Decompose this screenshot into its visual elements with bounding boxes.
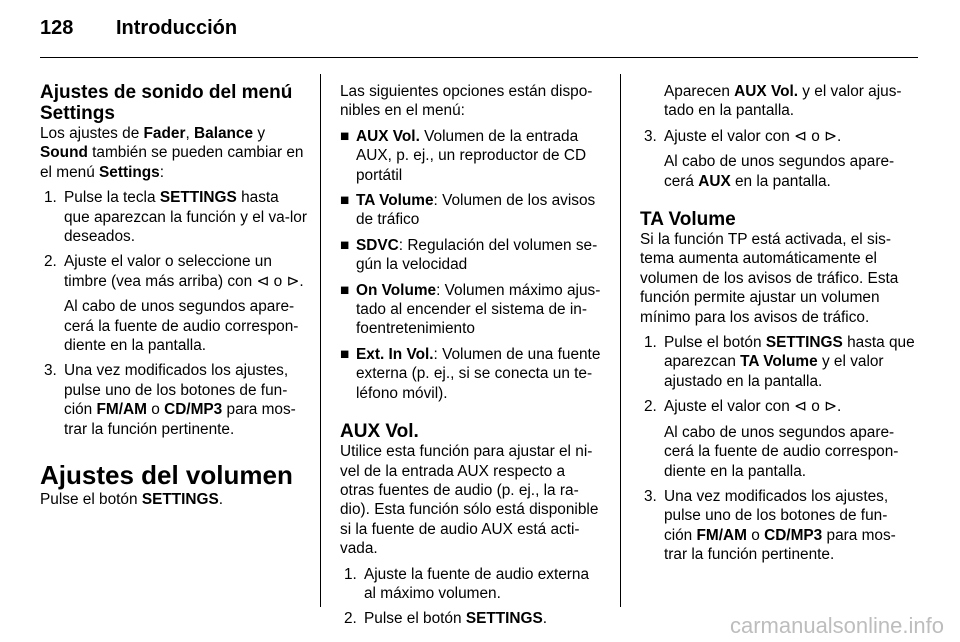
paragraph-volume: Pulse el botón SETTINGS.: [40, 491, 224, 509]
bullet-icon: ■: [340, 281, 350, 299]
list-item: 1. Pulse el botón SETTINGS hasta que aparezcan TA Volume y el valor ajustado en la pantalla.: [644, 334, 915, 390]
list-item: 2. Ajuste el valor con ⊲ o ⊳.: [644, 398, 842, 416]
arrow-right-icon: ⊳: [824, 127, 837, 145]
list-item-continuation: Aparecen AUX Vol. y el valor ajus‐tado en la pantalla.: [664, 83, 902, 120]
section-heading-ta-volume: TA Volume: [640, 209, 736, 231]
list-item-note: Al cabo de unos segundos apare‐cerá AUX en la pantalla.: [664, 153, 895, 190]
list-item: ■ Ext. In Vol.: Volumen de una fuente externa (p. ej., si se conecta un te‐léfono móvil).: [340, 345, 601, 402]
list-item: 1. Ajuste la fuente de audio externa al máximo volumen.: [344, 565, 590, 602]
list-item-note: Al cabo de unos segundos apare‐cerá la fuente de audio correspon‐diente en la pantalla.: [64, 298, 299, 355]
list-item-note: Al cabo de unos segundos apare‐cerá la fuente de audio correspon‐diente en la pantalla.: [664, 423, 899, 480]
page-header: [40, 14, 237, 42]
paragraph-intro: Los ajustes de Fader, Balance y Sound también se pueden cambiar en el menú Settings:: [40, 125, 304, 181]
page-number: 128: [40, 17, 74, 39]
column-1: [40, 82, 308, 510]
arrow-right-icon: ⊳: [286, 272, 300, 290]
arrow-left-icon: ⊲: [256, 272, 270, 290]
page-title: Introducción: [116, 17, 238, 39]
list-item: ■ AUX Vol. Volumen de la entrada AUX, p. ej., un reproductor de CD portátil: [340, 127, 587, 184]
bullet-icon: ■: [340, 345, 350, 363]
arrow-right-icon: ⊳: [824, 398, 837, 416]
column-2: [340, 82, 602, 629]
arrow-left-icon: ⊲: [794, 398, 807, 416]
list-item: 3. Ajuste el valor con ⊲ o ⊳.: [644, 127, 842, 145]
list-item: 2. Ajuste el valor o seleccione un timbre (vea más arriba) con ⊲ o ⊳.: [44, 253, 304, 290]
bullet-icon: ■: [340, 236, 350, 254]
bullet-icon: ■: [340, 127, 350, 145]
column-3: [640, 82, 915, 565]
list-item: ■ SDVC: Regulación del volumen se‐gún la velocidad: [340, 236, 598, 274]
paragraph-aux-vol: Utilice esta función para ajustar el ni‐vel de la entrada AUX respecto a otras fuentes de audio (p. ej., la ra‐dio). Esta función sólo está disponible si la fuente de audio AUX está acti‐vada.: [340, 443, 599, 558]
list-item: ■ On Volume: Volumen máximo ajus‐tado al encender el sistema de in‐foentretenimiento: [340, 281, 601, 338]
watermark: carmanualsonline.info: [729, 613, 944, 638]
section-heading-sound: Ajustes de sonido del menú Settings: [40, 82, 293, 124]
list-item: 3. Una vez modificados los ajustes, pulse uno de los botones de fun‐ción FM/AM o CD/MP3 para mos‐trar la función pertinente.: [44, 362, 296, 438]
list-item: ■ TA Volume: Volumen de los avisos de tráfico: [340, 192, 596, 229]
list-item: 2. Pulse el botón SETTINGS.: [344, 610, 548, 628]
paragraph-ta-volume: Si la función TP está activada, el sis‐tema aumenta automáticamente el volumen de los avisos de tráfico. Esta función permite ajustar un volumen mínimo para los avisos de tráfico.: [640, 231, 899, 326]
section-heading-aux-vol: AUX Vol.: [340, 421, 419, 443]
column-divider-1: [320, 74, 321, 607]
bullet-icon: ■: [340, 192, 350, 210]
header-rule: [40, 57, 918, 58]
section-heading-volume: Ajustes del volumen: [40, 460, 293, 491]
column-divider-2: [620, 74, 621, 607]
list-item: 3. Una vez modificados los ajustes, pulse uno de los botones de fun‐ción FM/AM o CD/MP3 para mos‐trar la función pertinente.: [644, 487, 896, 564]
arrow-left-icon: ⊲: [794, 127, 807, 145]
paragraph-options-intro: Las siguientes opciones están dispo‐nibles en el menú:: [340, 83, 593, 120]
list-item: 1. Pulse la tecla SETTINGS hasta que aparezcan la función y el va‐lor deseados.: [44, 189, 307, 246]
